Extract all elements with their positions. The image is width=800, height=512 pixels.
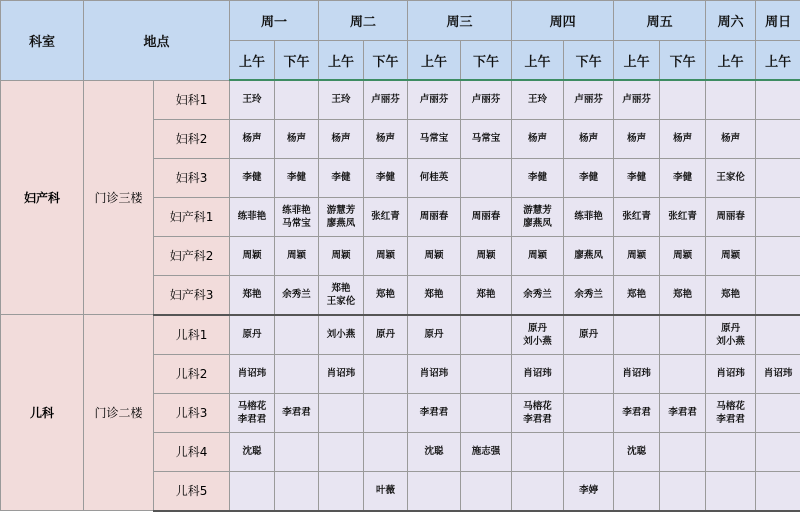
doctor-cell <box>275 315 319 355</box>
room-cell: 儿科1 <box>154 315 230 355</box>
doctor-name: 杨声 <box>319 132 363 145</box>
doctor-name: 李健 <box>614 171 659 184</box>
doctor-cell <box>564 158 614 197</box>
doctor-name: 练菲艳 <box>564 210 613 223</box>
doctor-cell <box>512 236 564 275</box>
schedule-row <box>1 80 800 119</box>
doctor-name: 周颖 <box>706 249 755 262</box>
doctor-cell <box>230 432 275 471</box>
doctor-name: 沈聪 <box>408 445 460 458</box>
doctor-name: 余秀兰 <box>275 288 318 301</box>
doctor-cell <box>756 275 800 315</box>
doctor-name: 廖燕凤 <box>564 249 613 262</box>
room-cell: 妇产科2 <box>154 236 230 275</box>
doctor-name: 肖诏玮 <box>408 367 460 380</box>
doctor-cell <box>364 471 408 511</box>
doctor-name: 王玲 <box>319 93 363 106</box>
doctor-cell <box>660 354 706 393</box>
doctor-name: 周颖 <box>461 249 511 262</box>
doctor-cell <box>319 315 364 355</box>
doctor-name: 王家伦 <box>319 295 363 308</box>
doctor-cell <box>275 275 319 315</box>
doctor-cell <box>461 393 512 432</box>
doctor-cell <box>512 119 564 158</box>
doctor-cell <box>660 158 706 197</box>
doctor-name: 王玲 <box>230 93 274 106</box>
doctor-cell <box>660 393 706 432</box>
day-header-tue: 周二 <box>319 1 408 41</box>
doctor-cell <box>614 354 660 393</box>
room-cell: 妇科1 <box>154 80 230 119</box>
am-header: 上午 <box>230 41 275 81</box>
pm-header: 下午 <box>364 41 408 81</box>
doctor-cell <box>230 158 275 197</box>
am-header: 上午 <box>408 41 461 81</box>
doctor-cell <box>614 158 660 197</box>
doctor-cell <box>512 80 564 119</box>
doctor-cell <box>364 236 408 275</box>
doctor-name: 周颖 <box>319 249 363 262</box>
doctor-cell <box>614 275 660 315</box>
doctor-name: 周颖 <box>614 249 659 262</box>
doctor-cell <box>756 393 800 432</box>
doctor-cell <box>364 315 408 355</box>
doctor-cell <box>614 119 660 158</box>
doctor-name: 周颖 <box>230 249 274 262</box>
doctor-name: 杨声 <box>275 132 318 145</box>
day-header-sat: 周六 <box>706 1 756 41</box>
doctor-name: 张红青 <box>614 210 659 223</box>
doctor-cell <box>364 275 408 315</box>
doctor-name: 杨声 <box>706 132 755 145</box>
doctor-cell <box>319 354 364 393</box>
doctor-cell <box>660 236 706 275</box>
doctor-name: 刘小燕 <box>319 328 363 341</box>
location-header: 地点 <box>84 1 230 81</box>
doctor-name: 李健 <box>230 171 274 184</box>
doctor-cell <box>756 354 800 393</box>
doctor-cell <box>756 432 800 471</box>
doctor-cell <box>706 275 756 315</box>
doctor-cell <box>275 471 319 511</box>
doctor-cell <box>756 315 800 355</box>
doctor-name: 沈聪 <box>614 445 659 458</box>
doctor-cell <box>564 275 614 315</box>
doctor-cell <box>461 236 512 275</box>
doctor-cell <box>319 197 364 236</box>
day-header-fri: 周五 <box>614 1 706 41</box>
doctor-name: 何桂英 <box>408 171 460 184</box>
doctor-name: 李健 <box>564 171 613 184</box>
doctor-cell <box>512 393 564 432</box>
doctor-name: 周颖 <box>660 249 705 262</box>
room-cell: 妇产科3 <box>154 275 230 315</box>
doctor-cell <box>564 432 614 471</box>
doctor-name: 郑艳 <box>660 288 705 301</box>
doctor-name: 沈聪 <box>230 445 274 458</box>
doctor-cell <box>319 236 364 275</box>
doctor-name: 李君君 <box>275 406 318 419</box>
doctor-name: 杨声 <box>364 132 407 145</box>
doctor-name: 游慧芳 <box>319 204 363 217</box>
doctor-name: 马常宝 <box>461 132 511 145</box>
schedule-row <box>1 315 800 355</box>
location-cell: 门诊三楼 <box>84 80 154 315</box>
doctor-cell <box>564 80 614 119</box>
doctor-cell <box>614 80 660 119</box>
doctor-cell <box>660 275 706 315</box>
doctor-name: 原丹 <box>364 328 407 341</box>
doctor-cell <box>461 471 512 511</box>
doctor-name: 王家伦 <box>706 171 755 184</box>
doctor-name: 马榕花 <box>230 400 274 413</box>
doctor-name: 原丹 <box>512 322 563 335</box>
doctor-cell <box>614 315 660 355</box>
doctor-cell <box>319 80 364 119</box>
day-header-mon: 周一 <box>230 1 319 41</box>
doctor-cell <box>564 471 614 511</box>
doctor-cell <box>614 432 660 471</box>
doctor-cell <box>275 197 319 236</box>
doctor-cell <box>319 432 364 471</box>
doctor-name: 马常宝 <box>408 132 460 145</box>
doctor-cell <box>275 393 319 432</box>
am-header: 上午 <box>512 41 564 81</box>
doctor-cell <box>364 197 408 236</box>
department-cell: 儿科 <box>1 315 84 511</box>
doctor-name: 叶薇 <box>364 484 407 497</box>
doctor-cell <box>275 354 319 393</box>
doctor-cell <box>660 80 706 119</box>
doctor-cell <box>408 471 461 511</box>
doctor-name: 肖诏玮 <box>614 367 659 380</box>
doctor-cell <box>461 315 512 355</box>
doctor-name: 周颖 <box>512 249 563 262</box>
doctor-cell <box>408 315 461 355</box>
doctor-cell <box>319 471 364 511</box>
doctor-name: 刘小燕 <box>706 335 755 348</box>
doctor-name: 原丹 <box>408 328 460 341</box>
doctor-name: 肖诏玮 <box>706 367 755 380</box>
room-cell: 儿科5 <box>154 471 230 511</box>
doctor-name: 李健 <box>364 171 407 184</box>
doctor-name: 郑艳 <box>461 288 511 301</box>
doctor-cell <box>461 432 512 471</box>
doctor-name: 原丹 <box>564 328 613 341</box>
doctor-name: 王玲 <box>512 93 563 106</box>
doctor-cell <box>275 80 319 119</box>
doctor-cell <box>364 158 408 197</box>
doctor-name: 原丹 <box>706 322 755 335</box>
doctor-name: 李君君 <box>408 406 460 419</box>
doctor-cell <box>275 119 319 158</box>
pm-header: 下午 <box>564 41 614 81</box>
doctor-cell <box>408 354 461 393</box>
doctor-cell <box>364 354 408 393</box>
doctor-name: 卢丽芬 <box>614 93 659 106</box>
doctor-cell <box>564 197 614 236</box>
doctor-name: 郑艳 <box>408 288 460 301</box>
doctor-name: 郑艳 <box>319 282 363 295</box>
doctor-name: 马常宝 <box>275 217 318 230</box>
doctor-name: 李君君 <box>706 413 755 426</box>
doctor-cell <box>706 236 756 275</box>
doctor-name: 杨声 <box>230 132 274 145</box>
room-cell: 妇产科1 <box>154 197 230 236</box>
day-header-wed: 周三 <box>408 1 512 41</box>
doctor-cell <box>706 158 756 197</box>
doctor-name: 肖诏玮 <box>230 367 274 380</box>
doctor-cell <box>319 119 364 158</box>
day-header-sun: 周日 <box>756 1 800 41</box>
doctor-name: 周颖 <box>408 249 460 262</box>
doctor-cell <box>512 432 564 471</box>
doctor-name: 卢丽芬 <box>364 93 407 106</box>
pm-header: 下午 <box>275 41 319 81</box>
schedule-body <box>1 80 800 511</box>
am-header: 上午 <box>614 41 660 81</box>
am-header: 上午 <box>756 41 800 81</box>
doctor-name: 李君君 <box>512 413 563 426</box>
doctor-name: 余秀兰 <box>512 288 563 301</box>
doctor-cell <box>660 315 706 355</box>
doctor-cell <box>408 432 461 471</box>
room-cell: 妇科3 <box>154 158 230 197</box>
doctor-cell <box>408 158 461 197</box>
doctor-cell <box>614 393 660 432</box>
doctor-cell <box>364 119 408 158</box>
doctor-name: 肖诏玮 <box>319 367 363 380</box>
doctor-cell <box>461 119 512 158</box>
dept-header: 科室 <box>1 1 84 81</box>
doctor-name: 马榕花 <box>512 400 563 413</box>
doctor-cell <box>706 315 756 355</box>
doctor-name: 张红青 <box>364 210 407 223</box>
room-cell: 儿科3 <box>154 393 230 432</box>
doctor-cell <box>512 197 564 236</box>
doctor-cell <box>230 393 275 432</box>
doctor-name: 周丽春 <box>706 210 755 223</box>
doctor-cell <box>564 315 614 355</box>
room-cell: 妇科2 <box>154 119 230 158</box>
doctor-cell <box>756 158 800 197</box>
location-cell: 门诊二楼 <box>84 315 154 511</box>
pm-header: 下午 <box>461 41 512 81</box>
doctor-cell <box>461 197 512 236</box>
doctor-cell <box>614 236 660 275</box>
doctor-cell <box>230 236 275 275</box>
doctor-name: 李君君 <box>230 413 274 426</box>
doctor-name: 李婷 <box>564 484 613 497</box>
doctor-name: 周丽春 <box>408 210 460 223</box>
doctor-name: 郑艳 <box>364 288 407 301</box>
doctor-cell <box>756 119 800 158</box>
doctor-name: 廖燕凤 <box>512 217 563 230</box>
doctor-cell <box>512 158 564 197</box>
doctor-cell <box>564 354 614 393</box>
doctor-name: 李君君 <box>660 406 705 419</box>
doctor-cell <box>614 471 660 511</box>
doctor-cell <box>408 236 461 275</box>
doctor-cell <box>706 393 756 432</box>
doctor-cell <box>364 393 408 432</box>
doctor-cell <box>564 236 614 275</box>
doctor-cell <box>512 471 564 511</box>
doctor-cell <box>660 432 706 471</box>
doctor-name: 卢丽芬 <box>408 93 460 106</box>
doctor-name: 郑艳 <box>230 288 274 301</box>
doctor-name: 刘小燕 <box>512 335 563 348</box>
doctor-cell <box>706 354 756 393</box>
doctor-cell <box>756 471 800 511</box>
doctor-name: 郑艳 <box>706 288 755 301</box>
doctor-cell <box>408 80 461 119</box>
doctor-cell <box>660 471 706 511</box>
doctor-cell <box>230 354 275 393</box>
doctor-name: 周颖 <box>364 249 407 262</box>
doctor-name: 肖诏玮 <box>756 367 800 380</box>
day-header-thu: 周四 <box>512 1 614 41</box>
doctor-name: 卢丽芬 <box>461 93 511 106</box>
doctor-cell <box>706 80 756 119</box>
doctor-name: 卢丽芬 <box>564 93 613 106</box>
doctor-cell <box>461 158 512 197</box>
doctor-cell <box>275 158 319 197</box>
doctor-name: 原丹 <box>230 328 274 341</box>
doctor-name: 李健 <box>319 171 363 184</box>
doctor-cell <box>461 80 512 119</box>
doctor-cell <box>408 197 461 236</box>
doctor-name: 李健 <box>512 171 563 184</box>
doctor-name: 李健 <box>275 171 318 184</box>
doctor-name: 马榕花 <box>706 400 755 413</box>
doctor-cell <box>319 393 364 432</box>
doctor-cell <box>706 197 756 236</box>
doctor-cell <box>512 315 564 355</box>
doctor-cell <box>706 432 756 471</box>
doctor-cell <box>275 236 319 275</box>
doctor-name: 余秀兰 <box>564 288 613 301</box>
doctor-name: 练菲艳 <box>275 204 318 217</box>
am-header: 上午 <box>319 41 364 81</box>
doctor-cell <box>230 80 275 119</box>
doctor-cell <box>230 471 275 511</box>
doctor-cell <box>364 80 408 119</box>
room-cell: 儿科4 <box>154 432 230 471</box>
doctor-cell <box>660 197 706 236</box>
doctor-name: 杨声 <box>614 132 659 145</box>
doctor-name: 杨声 <box>512 132 563 145</box>
doctor-name: 杨声 <box>564 132 613 145</box>
doctor-cell <box>614 197 660 236</box>
doctor-cell <box>319 158 364 197</box>
doctor-cell <box>756 80 800 119</box>
doctor-cell <box>230 119 275 158</box>
doctor-name: 廖燕凤 <box>319 217 363 230</box>
doctor-cell <box>706 119 756 158</box>
doctor-cell <box>660 119 706 158</box>
doctor-cell <box>230 275 275 315</box>
doctor-cell <box>230 315 275 355</box>
doctor-cell <box>564 393 614 432</box>
doctor-cell <box>461 275 512 315</box>
doctor-cell <box>756 236 800 275</box>
doctor-name: 练菲艳 <box>230 210 274 223</box>
room-cell: 儿科2 <box>154 354 230 393</box>
doctor-name: 李君君 <box>614 406 659 419</box>
doctor-cell <box>319 275 364 315</box>
am-header: 上午 <box>706 41 756 81</box>
doctor-cell <box>275 432 319 471</box>
doctor-cell <box>512 275 564 315</box>
department-cell: 妇产科 <box>1 80 84 315</box>
doctor-cell <box>408 119 461 158</box>
doctor-name: 张红青 <box>660 210 705 223</box>
doctor-name: 施志强 <box>461 445 511 458</box>
doctor-name: 杨声 <box>660 132 705 145</box>
doctor-cell <box>564 119 614 158</box>
doctor-cell <box>408 393 461 432</box>
doctor-name: 郑艳 <box>614 288 659 301</box>
doctor-name: 周颖 <box>275 249 318 262</box>
doctor-cell <box>461 354 512 393</box>
doctor-cell <box>706 471 756 511</box>
doctor-name: 游慧芳 <box>512 204 563 217</box>
doctor-cell <box>364 432 408 471</box>
doctor-name: 肖诏玮 <box>512 367 563 380</box>
doctor-cell <box>756 197 800 236</box>
pm-header: 下午 <box>660 41 706 81</box>
doctor-cell <box>230 197 275 236</box>
doctor-cell <box>512 354 564 393</box>
doctor-name: 李健 <box>660 171 705 184</box>
doctor-name: 周丽春 <box>461 210 511 223</box>
doctor-cell <box>408 275 461 315</box>
